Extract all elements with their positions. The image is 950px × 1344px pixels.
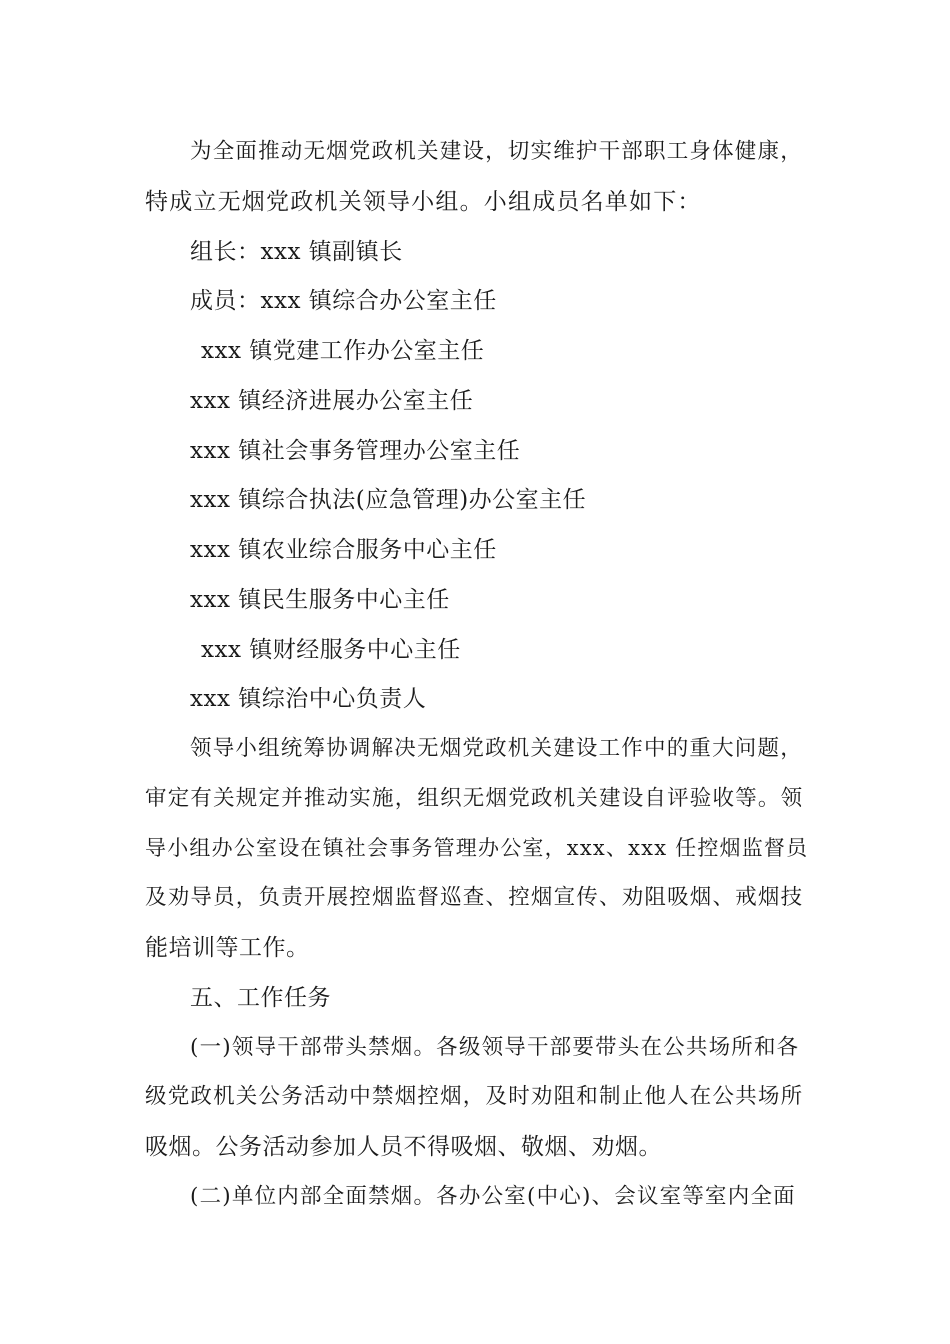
member-line: xxx 镇农业综合服务中心主任: [190, 537, 497, 563]
member-line: xxx 镇财经服务中心主任: [201, 637, 461, 663]
member-line: xxx 镇社会事务管理办公室主任: [190, 438, 521, 464]
duties-line: 及劝导员，负责开展控烟监督巡查、控烟宣传、劝阻吸烟、戒烟技: [145, 885, 804, 910]
task-line: (二)单位内部全面禁烟。各办公室(中心)、会议室等室内全面: [190, 1184, 796, 1209]
member-line: xxx 镇综合执法(应急管理)办公室主任: [190, 487, 587, 513]
member-line: xxx 镇综治中心负责人: [190, 686, 427, 712]
section-heading: 五、工作任务: [190, 985, 331, 1011]
duties-line: 审定有关规定并推动实施，组织无烟党政机关建设自评验收等。领: [145, 786, 804, 811]
duties-line: 导小组办公室设在镇社会事务管理办公室，xxx、xxx 任控烟监督员: [145, 836, 809, 860]
leader-line: 组长：xxx 镇副镇长: [190, 239, 403, 265]
duties-line: 领导小组统筹协调解决无烟党政机关建设工作中的重大问题，: [190, 736, 803, 761]
member-line: xxx 镇党建工作办公室主任: [201, 338, 485, 364]
member-line: 成员：xxx 镇综合办公室主任: [190, 288, 497, 314]
task-line: 级党政机关公务活动中禁烟控烟，及时劝阻和制止他人在公共场所: [145, 1084, 804, 1109]
task-line: (一)领导干部带头禁烟。各级领导干部要带头在公共场所和各: [190, 1035, 800, 1060]
member-line: xxx 镇经济进展办公室主任: [190, 388, 474, 414]
member-line: xxx 镇民生服务中心主任: [190, 587, 450, 613]
intro-line-2: 特成立无烟党政机关领导小组。小组成员名单如下：: [145, 189, 702, 215]
task-line: 吸烟。公务活动参加人员不得吸烟、敬烟、劝烟。: [145, 1134, 662, 1160]
intro-line-1: 为全面推动无烟党政机关建设，切实维护干部职工身体健康，: [190, 139, 803, 164]
duties-line: 能培训等工作。: [145, 935, 310, 961]
